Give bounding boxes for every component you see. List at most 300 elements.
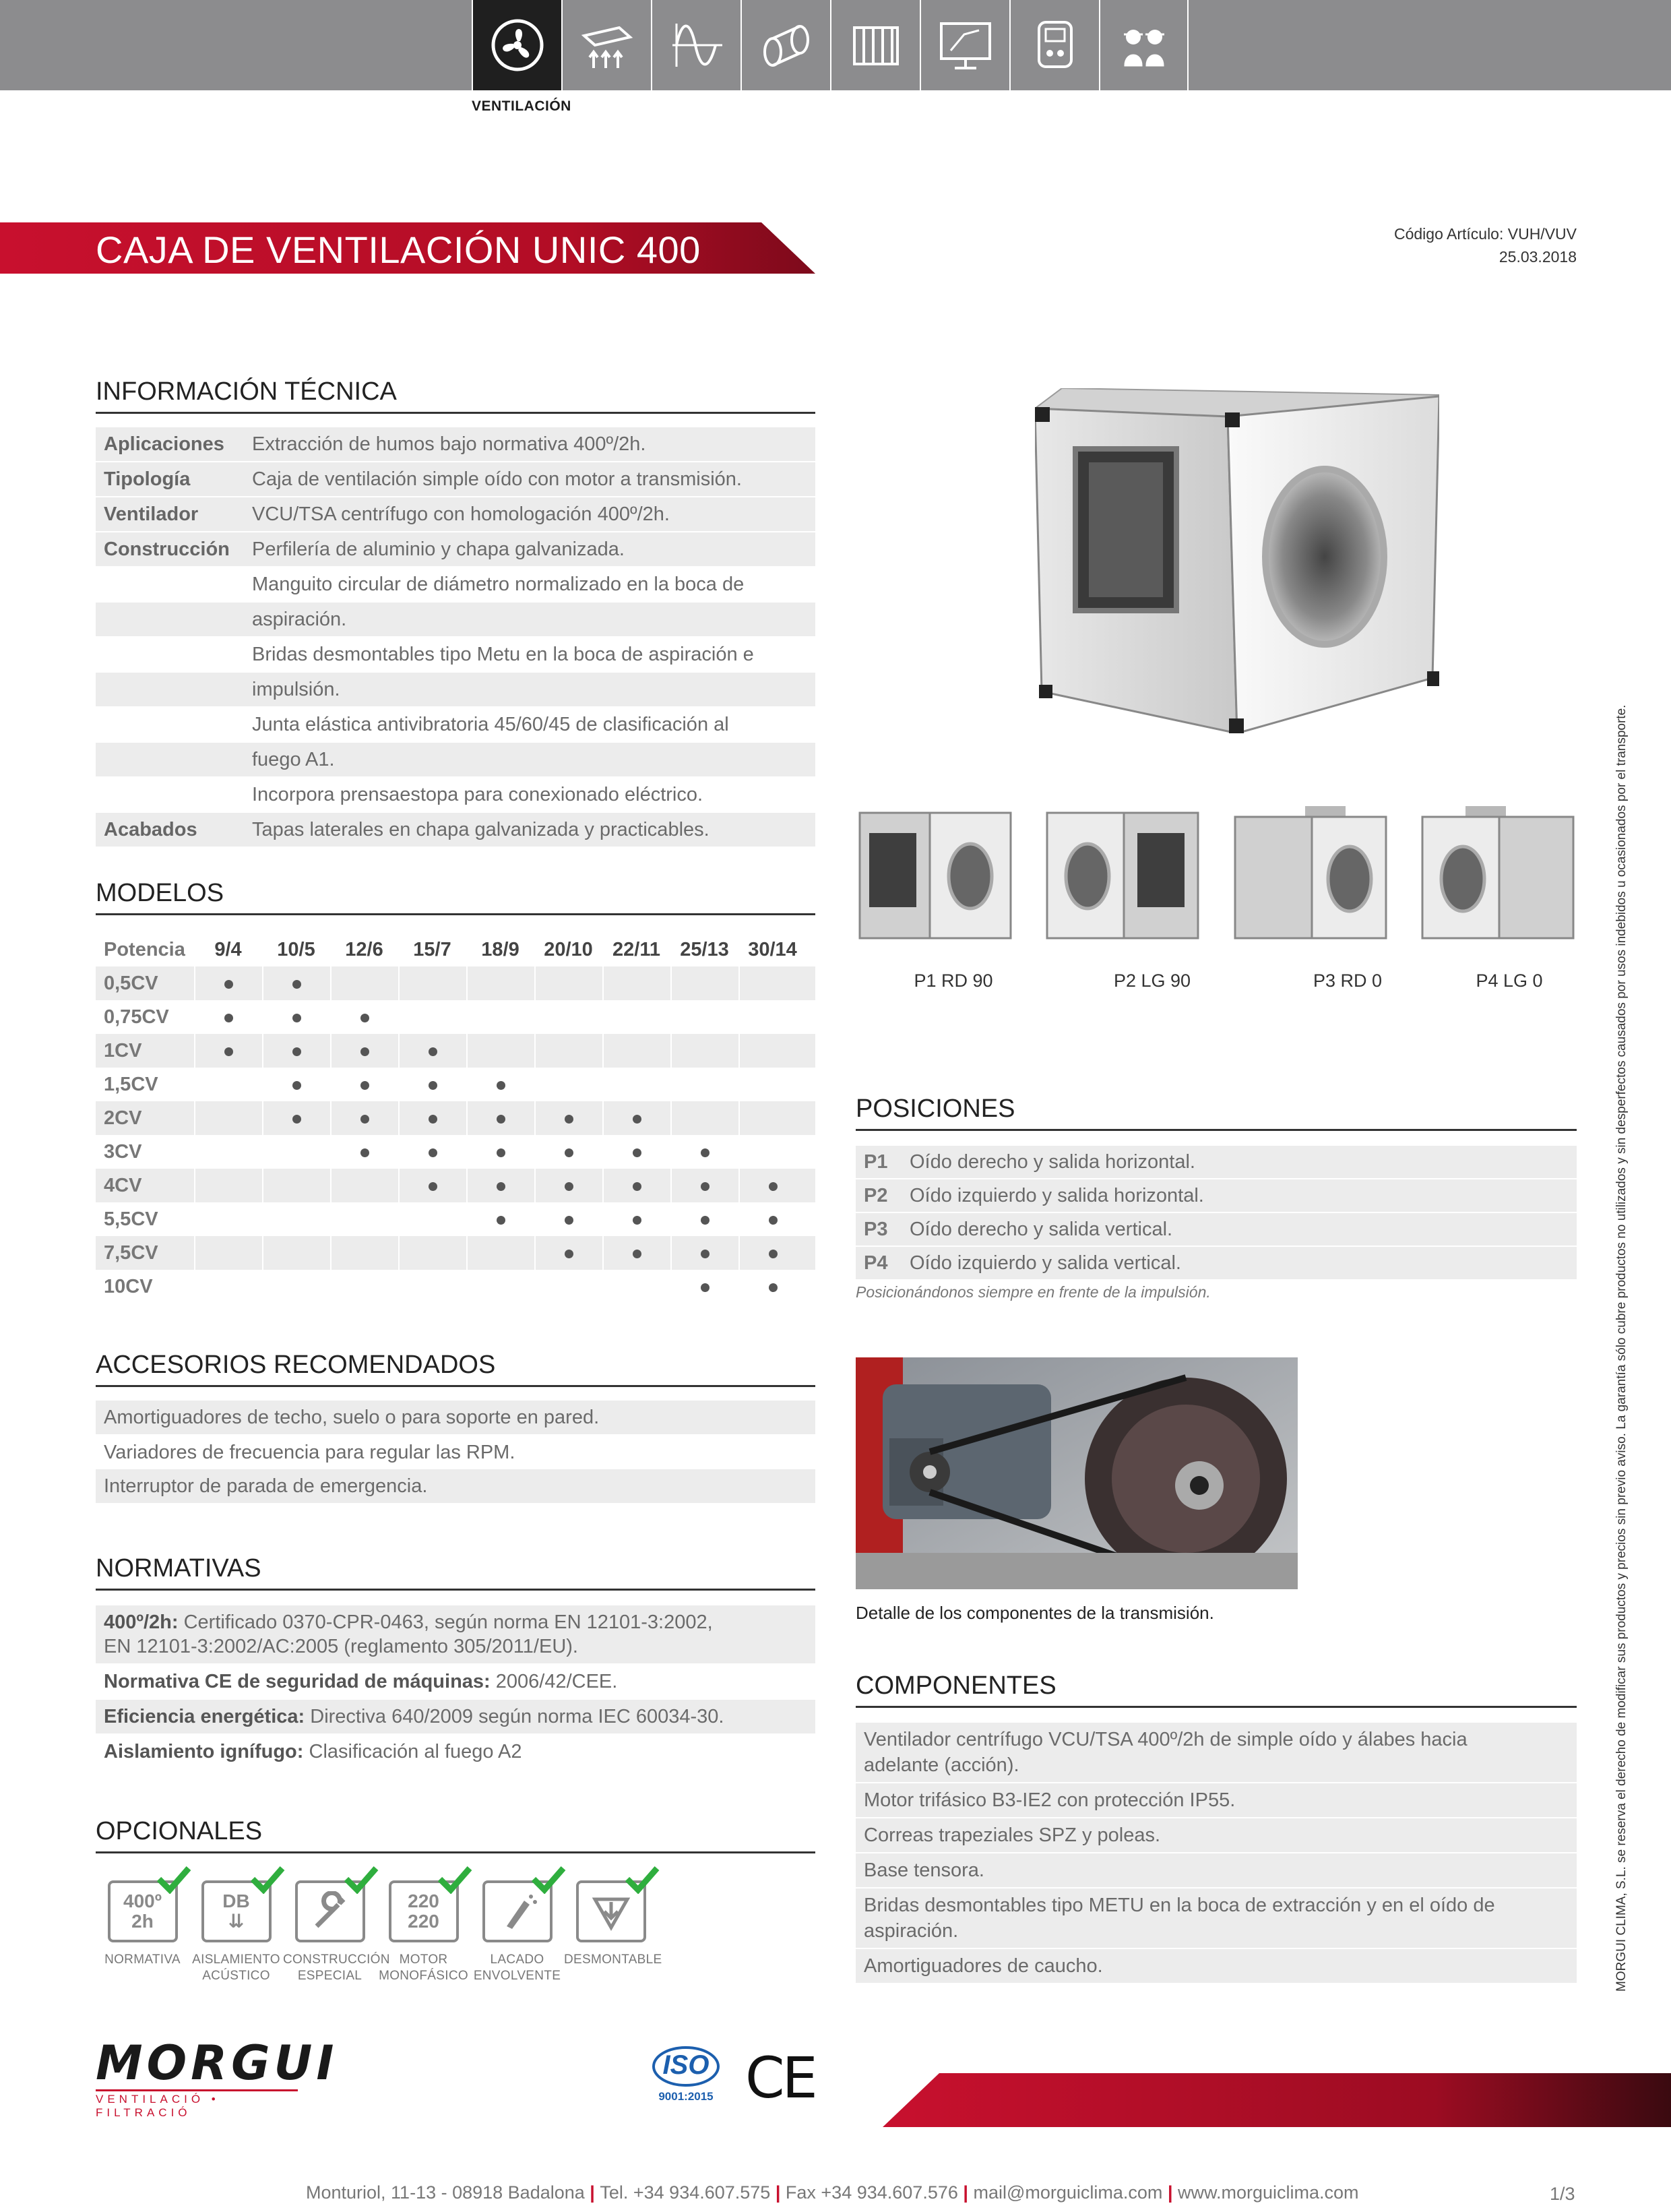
- iso-text: ISO: [662, 2050, 710, 2080]
- model-column-label: 20/10: [544, 938, 593, 960]
- info-row: [96, 497, 815, 531]
- model-cell: [398, 1068, 466, 1101]
- available-dot: [701, 1250, 710, 1258]
- iso-badge: [652, 2046, 720, 2103]
- page-number: 1/3: [1550, 2184, 1575, 2204]
- info-label: Tipología: [104, 468, 191, 490]
- model-cell: [534, 1034, 602, 1068]
- logo-wordmark: MORGUI: [96, 2035, 338, 2091]
- info-value: Extracción de humos bajo normativa 400º/2h.: [252, 433, 646, 455]
- thumbnail-label: P3 RD 0: [1313, 971, 1383, 991]
- optional-item: [564, 1880, 662, 1984]
- model-column-label: 22/11: [612, 938, 660, 960]
- available-dot: [633, 1216, 641, 1225]
- components-heading: COMPONENTES: [856, 1671, 1577, 1708]
- available-dot: [292, 1047, 301, 1056]
- position-text: Oído izquierdo y salida horizontal.: [910, 1185, 1204, 1206]
- model-cell: [670, 1236, 738, 1270]
- model-cell: [398, 1135, 466, 1169]
- models-section: [96, 879, 815, 915]
- optional-label-line: NORMATIVA: [104, 1953, 181, 1967]
- info-value: Caja de ventilación simple oído con motor a transmisión.: [252, 468, 742, 490]
- ce-mark: CE: [745, 2045, 815, 2111]
- model-cell: [602, 1236, 670, 1270]
- info-row: [96, 673, 815, 706]
- technicians-icon[interactable]: [1099, 0, 1189, 90]
- model-cell: [670, 1135, 738, 1169]
- model-cell: [330, 1236, 398, 1270]
- available-dot: [701, 1216, 710, 1225]
- info-row: [96, 638, 815, 671]
- model-cell: [534, 966, 602, 1000]
- heater-icon[interactable]: [561, 0, 651, 90]
- model-cell: [738, 1202, 807, 1236]
- model-cell: [738, 1101, 807, 1135]
- model-cell: [738, 1236, 807, 1270]
- model-power-label: 10CV: [104, 1275, 153, 1297]
- model-cell: [330, 1101, 398, 1135]
- model-power-label: 7,5CV: [104, 1241, 158, 1264]
- active-category-label: VENTILACIÓN: [472, 98, 571, 114]
- model-cell: [670, 1202, 738, 1236]
- model-cell: [466, 1169, 534, 1202]
- info-label-empty: [96, 743, 245, 776]
- wrench-icon: [310, 1891, 350, 1932]
- info-value: Tapas laterales en chapa galvanizada y practicables.: [252, 819, 710, 840]
- model-column-label: 12/6: [345, 938, 383, 960]
- norm-title: Aislamiento ignífugo:: [104, 1741, 304, 1762]
- info-label-empty: [96, 638, 245, 671]
- optional-label-line: MONOFÁSICO: [379, 1969, 468, 1983]
- model-cell: [330, 1000, 398, 1034]
- model-cell: [738, 1270, 807, 1303]
- available-dot: [497, 1081, 505, 1090]
- model-power-label: 1CV: [104, 1039, 142, 1062]
- page-title: CAJA DE VENTILACIÓN UNIC 400: [96, 228, 701, 271]
- norms-section: [96, 1554, 815, 1770]
- available-dot: [292, 1081, 301, 1090]
- accessory-item: Variadores de frecuencia para regular las RPM.: [104, 1442, 515, 1463]
- model-cell: [262, 1034, 330, 1068]
- model-cell: [194, 1068, 262, 1101]
- model-power-label: 0,5CV: [104, 972, 158, 994]
- position-text: Oído derecho y salida horizontal.: [910, 1151, 1195, 1173]
- model-cell: [738, 1169, 807, 1202]
- model-cell: [534, 1135, 602, 1169]
- model-cell: [466, 1202, 534, 1236]
- document-date: 25.03.2018: [1499, 248, 1577, 266]
- model-cell: [670, 1068, 738, 1101]
- available-dot: [565, 1115, 573, 1124]
- optional-label-line: ESPECIAL: [297, 1969, 362, 1983]
- component-text: Correas trapeziales SPZ y poleas.: [864, 1824, 1161, 1846]
- position-row: [856, 1179, 1577, 1212]
- optional-item: [189, 1880, 283, 1984]
- optional-label-line: MOTOR: [399, 1953, 448, 1967]
- model-cell: [738, 966, 807, 1000]
- model-cell: [262, 1169, 330, 1202]
- model-cell: [262, 1101, 330, 1135]
- model-cell: [398, 1202, 466, 1236]
- product-main-image: [1035, 388, 1439, 733]
- model-cell: [738, 1000, 807, 1034]
- model-cell: [194, 1135, 262, 1169]
- optional-label: [283, 1952, 390, 1984]
- info-row: [96, 462, 815, 496]
- available-dot: [429, 1115, 437, 1124]
- duct-icon[interactable]: [740, 0, 830, 90]
- model-row: [96, 1135, 815, 1169]
- optional-icon-text: [408, 1891, 439, 1932]
- available-dot: [701, 1182, 710, 1191]
- arrows-down-icon: ⇊: [228, 1911, 245, 1932]
- model-power-label: 1,5CV: [104, 1073, 158, 1095]
- models-table: [96, 933, 815, 1303]
- norm-title: Normativa CE de seguridad de máquinas:: [104, 1671, 491, 1692]
- available-dot: [360, 1081, 369, 1090]
- model-cell: [602, 1270, 670, 1303]
- model-cell: [466, 1034, 534, 1068]
- model-cell: [194, 1169, 262, 1202]
- available-dot: [292, 980, 301, 989]
- accessory-item: Amortiguadores de techo, suelo o para soporte en pared.: [96, 1401, 815, 1434]
- positions-section: [856, 1095, 1577, 1301]
- model-cell: [262, 966, 330, 1000]
- optional-item: [470, 1880, 564, 1984]
- model-cell: [602, 1034, 670, 1068]
- component-item: [856, 1853, 1577, 1887]
- info-value: fuego A1.: [252, 749, 335, 770]
- optional-label: [470, 1952, 564, 1984]
- model-cell: [330, 1169, 398, 1202]
- positions-note: Posicionándonos siempre en frente de la impulsión.: [856, 1283, 1211, 1301]
- thumbnail-labels: [856, 971, 1577, 991]
- available-dot: [292, 1115, 301, 1124]
- footer-address: Monturiol, 11-13 - 08918 Badalona: [306, 2182, 585, 2203]
- thumbnail-label: P2 LG 90: [1113, 971, 1191, 991]
- model-cell: [330, 966, 398, 1000]
- optional-icon-text: [123, 1891, 162, 1932]
- electric-wave-icon[interactable]: [651, 0, 740, 90]
- technical-info-section: [96, 377, 815, 848]
- footer-email[interactable]: mail@morguiclima.com: [973, 2182, 1163, 2203]
- check-icon: [625, 1864, 660, 1894]
- position-code: P4: [864, 1252, 888, 1274]
- model-row: [96, 1000, 815, 1034]
- model-cell: [398, 1236, 466, 1270]
- available-dot: [360, 1047, 369, 1056]
- available-dot: [497, 1182, 505, 1191]
- info-row: [96, 813, 815, 847]
- optional-icon-box: [295, 1880, 365, 1942]
- position-text: Oído izquierdo y salida vertical.: [910, 1252, 1181, 1274]
- optionals-icons: [96, 1880, 662, 1984]
- model-cell: [602, 1068, 670, 1101]
- info-label-empty: [96, 778, 245, 811]
- norm-item: [96, 1605, 815, 1663]
- model-cell: [398, 1169, 466, 1202]
- model-cell: [466, 1135, 534, 1169]
- available-dot: [633, 1250, 641, 1258]
- model-cell: [534, 1101, 602, 1135]
- available-dot: [224, 1047, 233, 1056]
- norm-text: Certificado 0370-CPR-0463, según norma EN 12101-3:2002,: [178, 1611, 713, 1633]
- norm-item: [96, 1735, 815, 1769]
- available-dot: [224, 980, 233, 989]
- models-corner-label: Potencia: [104, 938, 185, 960]
- model-cell: [602, 1000, 670, 1034]
- model-cell: [602, 1135, 670, 1169]
- footer-phone[interactable]: Tel. +34 934.607.575: [600, 2182, 771, 2203]
- components-section: [856, 1671, 1577, 1984]
- norm-title: Eficiencia energética:: [104, 1706, 305, 1727]
- info-row: [96, 567, 815, 601]
- model-column-label: 15/7: [413, 938, 451, 960]
- component-text: Base tensora.: [864, 1860, 984, 1881]
- info-label: Ventilador: [104, 503, 199, 525]
- info-value: Manguito circular de diámetro normalizado en la boca de: [252, 574, 745, 595]
- footer-fax: Fax +34 934.607.576: [785, 2182, 958, 2203]
- optional-label-line: ENVOLVENTE: [473, 1969, 561, 1983]
- info-value: impulsión.: [252, 679, 340, 700]
- optional-icon-box: [201, 1880, 272, 1942]
- model-row: [96, 1101, 815, 1135]
- available-dot: [633, 1182, 641, 1191]
- optional-icon-line: 400º: [123, 1891, 162, 1911]
- model-column-label: 30/14: [748, 938, 797, 960]
- model-cell: [194, 966, 262, 1000]
- accessories-section: [96, 1351, 815, 1504]
- optional-icon-line: 220: [408, 1891, 439, 1911]
- model-cell: [262, 1270, 330, 1303]
- info-label-empty: [96, 673, 245, 706]
- available-dot: [769, 1182, 778, 1191]
- fan-icon[interactable]: [472, 0, 561, 90]
- model-cell: [466, 1101, 534, 1135]
- accessory-item: Interruptor de parada de emergencia.: [96, 1469, 815, 1503]
- filter-icon[interactable]: [830, 0, 920, 90]
- info-label-empty: [96, 708, 245, 741]
- optional-label: [377, 1952, 470, 1984]
- optional-label-line: ACÚSTICO: [202, 1969, 270, 1983]
- model-row: [96, 1034, 815, 1068]
- model-cell: [194, 1270, 262, 1303]
- model-cell: [534, 1068, 602, 1101]
- norm-item: [96, 1700, 815, 1733]
- available-dot: [497, 1148, 505, 1157]
- available-dot: [769, 1216, 778, 1225]
- position-code: P1: [864, 1151, 888, 1173]
- model-cell: [262, 1236, 330, 1270]
- optional-label-line: DESMONTABLE: [564, 1953, 662, 1967]
- components-list: [856, 1723, 1577, 1983]
- technical-info-table: [96, 427, 815, 847]
- info-value: VCU/TSA centrífugo con homologación 400º/2h.: [252, 503, 670, 525]
- company-logo: [96, 2035, 338, 2120]
- model-cell: [466, 1270, 534, 1303]
- model-cell: [670, 1034, 738, 1068]
- model-cell: [466, 1236, 534, 1270]
- available-dot: [360, 1115, 369, 1124]
- model-cell: [602, 1169, 670, 1202]
- model-power-label: 0,75CV: [104, 1006, 169, 1028]
- model-power-label: 2CV: [104, 1107, 142, 1129]
- available-dot: [429, 1047, 437, 1056]
- thumbnail-label: P4 LG 0: [1476, 971, 1543, 991]
- category-nav: [472, 0, 1189, 90]
- norm-text: 2006/42/CEE.: [490, 1671, 618, 1692]
- optional-icon-box: [389, 1880, 459, 1942]
- component-text: Ventilador centrífugo VCU/TSA 400º/2h de simple oído y álabes hacia: [864, 1729, 1468, 1750]
- available-dot: [497, 1115, 505, 1124]
- model-cell: [398, 966, 466, 1000]
- iso-standard: 9001:2015: [658, 2090, 714, 2103]
- optional-icon-box: [576, 1880, 646, 1942]
- model-column-label: 18/9: [481, 938, 519, 960]
- model-power-label: 4CV: [104, 1174, 142, 1196]
- thumbnail-p2: [1043, 806, 1201, 942]
- model-cell: [194, 1101, 262, 1135]
- info-label-empty: [96, 567, 245, 601]
- thumbnail-p3: [1231, 806, 1389, 942]
- model-cell: [330, 1068, 398, 1101]
- model-cell: [670, 1270, 738, 1303]
- norm-text: Clasificación al fuego A2: [303, 1741, 522, 1762]
- model-row: [96, 1270, 815, 1303]
- model-column-label: 9/4: [214, 938, 242, 960]
- monitor-icon[interactable]: [920, 0, 1009, 90]
- info-value: aspiración.: [252, 609, 347, 630]
- positions-table: [856, 1146, 1577, 1279]
- model-power-label: 5,5CV: [104, 1208, 158, 1230]
- dismantle-icon: [591, 1891, 631, 1932]
- component-text-cont: aspiración.: [864, 1920, 959, 1942]
- info-label: Construcción: [104, 539, 230, 560]
- footer-website[interactable]: www.morguiclima.com: [1178, 2182, 1359, 2203]
- info-label: Aplicaciones: [104, 433, 224, 455]
- info-row: [96, 708, 815, 741]
- transmission-photo: [856, 1357, 1298, 1589]
- component-text: Motor trifásico B3-IE2 con protección IP55.: [864, 1789, 1236, 1811]
- norms-heading: NORMATIVAS: [96, 1554, 815, 1591]
- available-dot: [565, 1182, 573, 1191]
- check-icon: [531, 1864, 566, 1894]
- optional-item: [283, 1880, 390, 1984]
- optional-label-line: CONSTRUCCIÓN: [283, 1953, 390, 1967]
- legal-side-note: MORGUI CLIMA, S.L. se reserva el derecho de modificar sus productos y precios sin previo aviso. La garantía sólo cubre productos no utilizados y sin desperfectos causados por usos indebidos u ocasionados por el transporte.: [1614, 704, 1629, 1992]
- model-cell: [398, 1101, 466, 1135]
- available-dot: [292, 1014, 301, 1022]
- technical-info-heading: INFORMACIÓN TÉCNICA: [96, 377, 815, 414]
- model-cell: [330, 1202, 398, 1236]
- available-dot: [565, 1216, 573, 1225]
- model-cell: [262, 1000, 330, 1034]
- article-code-block: [1213, 222, 1577, 268]
- model-column-label: 25/13: [680, 938, 729, 960]
- model-cell: [466, 1068, 534, 1101]
- model-cell: [670, 966, 738, 1000]
- norm-text: Directiva 640/2009 según norma IEC 60034-30.: [305, 1706, 724, 1727]
- spray-paint-icon: [497, 1891, 538, 1932]
- controller-icon[interactable]: [1009, 0, 1099, 90]
- model-cell: [738, 1034, 807, 1068]
- available-dot: [633, 1148, 641, 1157]
- footer-contact: Monturiol, 11-13 - 08918 Badalona | Tel. +34 934.607.575 | Fax +34 934.607.576 | mail@morguiclima.com | www.morguiclima.com: [306, 2182, 1359, 2203]
- models-header-row: [96, 933, 815, 966]
- optional-icon-line: 2h: [131, 1911, 154, 1932]
- optional-icon-line: 220: [408, 1911, 439, 1932]
- thumbnail-p4: [1418, 806, 1577, 942]
- model-cell: [466, 966, 534, 1000]
- position-row: [856, 1146, 1577, 1178]
- model-cell: [738, 1135, 807, 1169]
- check-icon: [437, 1864, 472, 1894]
- available-dot: [565, 1148, 573, 1157]
- model-cell: [738, 1068, 807, 1101]
- model-cell: [534, 1000, 602, 1034]
- thumbnail-p1: [856, 806, 1014, 942]
- model-cell: [670, 1000, 738, 1034]
- check-icon: [156, 1864, 191, 1894]
- norm-item: [96, 1665, 815, 1698]
- info-value: Junta elástica antivibratoria 45/60/45 de clasificación al: [252, 714, 729, 735]
- model-cell: [262, 1202, 330, 1236]
- norm-title: 400º/2h:: [104, 1611, 179, 1633]
- model-cell: [534, 1169, 602, 1202]
- model-cell: [398, 1270, 466, 1303]
- article-code: Código Artículo: VUH/VUV: [1393, 225, 1577, 243]
- norms-list: [96, 1605, 815, 1769]
- positions-heading: POSICIONES: [856, 1095, 1577, 1131]
- info-value: Incorpora prensaestopa para conexionado eléctrico.: [252, 784, 703, 805]
- model-cell: [330, 1135, 398, 1169]
- position-code: P2: [864, 1185, 888, 1206]
- available-dot: [701, 1148, 710, 1157]
- position-thumbnails: [856, 806, 1577, 942]
- accessories-list: [96, 1401, 815, 1503]
- info-label: Acabados: [104, 819, 197, 840]
- logo-tagline: VENTILACIÓ • FILTRACIÓ: [96, 2089, 298, 2120]
- model-cell: [330, 1270, 398, 1303]
- optional-icon-box: [108, 1880, 178, 1942]
- available-dot: [360, 1148, 369, 1157]
- model-cell: [534, 1202, 602, 1236]
- available-dot: [360, 1014, 369, 1022]
- model-row: [96, 1169, 815, 1202]
- available-dot: [769, 1283, 778, 1292]
- available-dot: [429, 1182, 437, 1191]
- model-cell: [602, 1202, 670, 1236]
- info-row: [96, 603, 815, 636]
- available-dot: [429, 1148, 437, 1157]
- position-text: Oído derecho y salida vertical.: [910, 1219, 1173, 1240]
- model-cell: [670, 1101, 738, 1135]
- available-dot: [224, 1014, 233, 1022]
- optional-label-line: LACADO: [490, 1953, 544, 1967]
- models-heading: MODELOS: [96, 879, 815, 915]
- info-value: Perfilería de aluminio y chapa galvanizada.: [252, 539, 625, 560]
- component-text: Amortiguadores de caucho.: [864, 1955, 1103, 1977]
- info-label-empty: [96, 603, 245, 636]
- check-icon: [250, 1864, 285, 1894]
- optionals-section: [96, 1817, 815, 1853]
- optional-item: [96, 1880, 189, 1984]
- optional-icon-line: DB: [222, 1891, 250, 1911]
- model-cell: [194, 1034, 262, 1068]
- info-row: [96, 743, 815, 776]
- norm-text-cont: EN 12101-3:2002/AC:2005 (reglamento 305/2011/EU).: [104, 1636, 578, 1657]
- accessories-heading: ACCESORIOS RECOMENDADOS: [96, 1351, 815, 1387]
